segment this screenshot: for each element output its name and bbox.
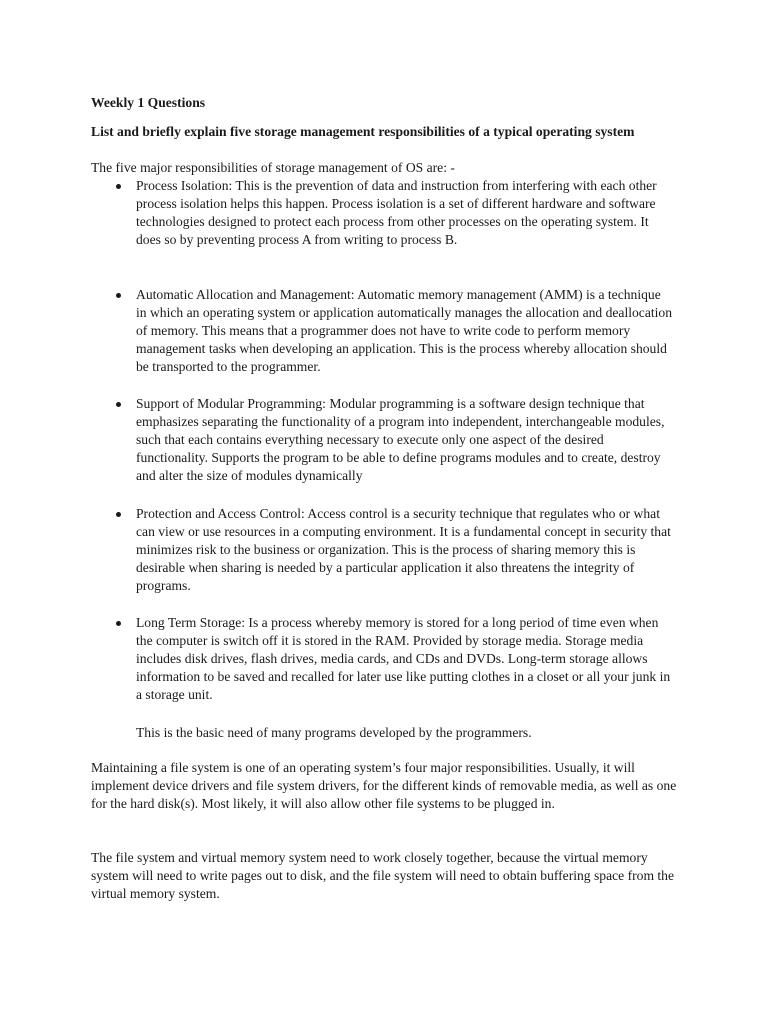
question-heading: List and briefly explain five storage management responsibilities of a typical operating system	[91, 124, 635, 139]
closing-note: This is the basic need of many programs developed by the programmers.	[136, 725, 532, 740]
paragraph-virtual-memory: The file system and virtual memory system need to work closely together, because the virtual memory system will need to write pages out to disk, and the file system will need to obtain buffering space from the virtual memory system.	[91, 850, 675, 901]
bullet-item-modular-programming	[114, 395, 674, 485]
paragraph-file-system: Maintaining a file system is one of an operating system’s four major responsibilities. Usually, it will implement device drivers and file system drivers, for the different kinds of removable media, as well as one for the hard disk(s). Most likely, it will also allow other file systems to be plugged in.	[91, 760, 677, 811]
bullet-text: Process Isolation: This is the prevention of data and instruction from interfering with each other process isolation helps this happen. Process isolation is a set of different hardware and software technologies designed to protect each process from other processes on the operating system. It does so by preventing process A from writing to process B.	[136, 178, 657, 247]
bullet-item-protection-access-control	[114, 505, 674, 595]
bullet-text: Long Term Storage: Is a process whereby memory is stored for a long period of time even when the computer is switch off it is stored in the RAM. Provided by storage media. Storage media includes disk drives, flash drives, media cards, and CDs and DVDs. Long-term storage allows information to be saved and recalled for later use like putting clothes in a closet or all your junk in a storage unit.	[136, 615, 671, 702]
bullet-text: Automatic Allocation and Management: Automatic memory management (AMM) is a technique in which an operating system or application automatically manages the allocation and deallocation of memory. This means that a programmer does not have to write code to perform memory management tasks when developing an application. This is the process whereby allocation should be transported to the programmer.	[136, 287, 673, 374]
bullet-text: Protection and Access Control: Access control is a security technique that regulates who or what can view or use resources in a computing environment. It is a fundamental concept in security that minimizes risk to the business or organization. This is the process of sharing memory this is desirable when sharing is needed by a particular application it also threatens the integrity of programs.	[136, 506, 671, 593]
intro-line: The five major responsibilities of storage management of OS are: -	[91, 160, 455, 175]
bullet-item-automatic-allocation	[114, 286, 674, 376]
document-title: Weekly 1 Questions	[91, 95, 206, 110]
bullet-item-process-isolation	[114, 177, 674, 249]
bullet-item-long-term-storage	[114, 614, 674, 704]
bullet-text: Support of Modular Programming: Modular programming is a software design technique that emphasizes separating the functionality of a program into independent, interchangeable modules, such that each contains everything necessary to execute only one aspect of the desired functionality. Supports the program to be able to define programs modules and to create, destroy and alter the size of modules dynamically	[136, 396, 665, 483]
